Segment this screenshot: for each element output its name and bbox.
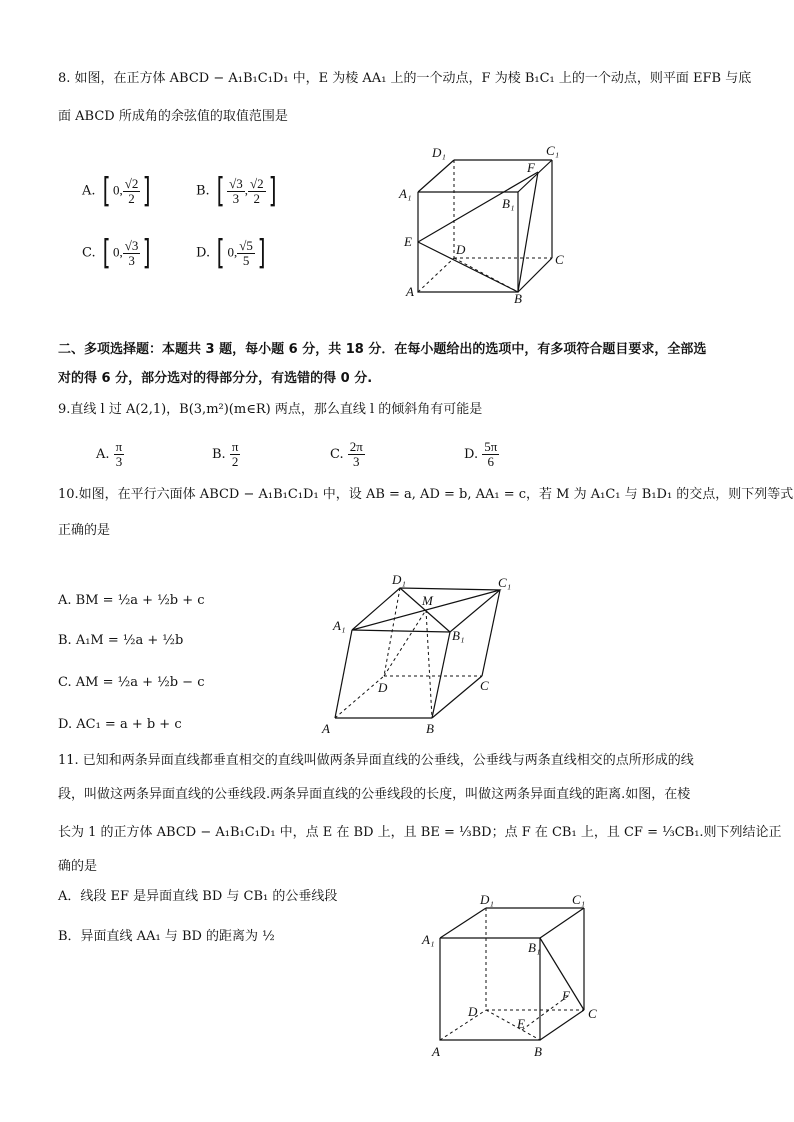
- q8-option-a: A. [ 0, $\frac{√2}{2}$ ]: [82, 171, 151, 211]
- q9-option-c: C. $\frac{2\pi}{3}$: [330, 439, 363, 469]
- q8-label-b1: B₁: [502, 196, 515, 211]
- section2-header-line1: 二、多项选择题：本题共 3 题，每小题 6 分，共 18 分．在每小题给出的选项中，有多项符合题目要求，全部选: [58, 342, 707, 357]
- q10-option-a: A. BM = ½a + ½b + c: [58, 593, 205, 608]
- q11-stem-line4: 确的是: [58, 859, 98, 874]
- q11-label-a: A: [432, 1044, 440, 1059]
- q11-label-b1: B₁: [528, 940, 541, 955]
- q10-label-d: D: [378, 680, 388, 695]
- q10-label-d1: D₁: [392, 572, 406, 587]
- q11-label-b: B: [534, 1044, 542, 1059]
- q10-stem-line1: 10.如图，在平行六面体 ABCD − A₁B₁C₁D₁ 中，设 AB = a, AD = b, AA₁ = c，若 M 为 A₁C₁ 与 B₁D₁ 的交点，则下列等式: [58, 487, 794, 502]
- q8-stem-line1: 8. 如图，在正方体 ABCD − A₁B₁C₁D₁ 中，E 为棱 AA₁ 上的一个动点，F 为棱 B₁C₁ 上的一个动点，则平面 EFB 与底: [58, 71, 752, 86]
- q11-option-b: B．异面直线 AA₁ 与 BD 的距离为 ½: [58, 929, 275, 944]
- q11-option-a: A．线段 EF 是异面直线 BD 与 CB₁ 的公垂线段: [58, 889, 338, 904]
- q10-label-b: B: [426, 721, 434, 736]
- q10-label-c: C: [480, 678, 489, 693]
- q8-label-c: C: [555, 252, 564, 267]
- q8-label-b: B: [514, 291, 522, 306]
- q8-option-b: B. [ $\frac{√3}{3}$ , $\frac{√2}{2}$ ]: [196, 171, 277, 211]
- q9-option-d: D. $\frac{5\pi}{6}$: [464, 439, 498, 469]
- q11-label-a1: A₁: [422, 932, 435, 947]
- q11-label-d1: D₁: [480, 892, 494, 907]
- q11-label-f: F: [562, 988, 570, 1003]
- q10-label-a: A: [322, 721, 330, 736]
- q8-label-e: E: [404, 234, 412, 249]
- q8-label-a: A: [406, 284, 414, 299]
- q10-label-c1: C₁: [498, 575, 512, 590]
- q11-label-d: D: [468, 1004, 478, 1019]
- q11-label-c: C: [588, 1006, 597, 1021]
- q11-stem-line1: 11. 已知和两条异面直线都垂直相交的直线叫做两条异面直线的公垂线，公垂线与两条直线相交的点所形成的线: [58, 753, 694, 768]
- q11-stem-line2: 段，叫做这两条异面直线的公垂线段.两条异面直线的公垂线段的长度，叫做这两条异面直线的距离.如图，在棱: [58, 787, 691, 802]
- q8-label-d: D: [456, 242, 466, 257]
- q8-label-f: F: [527, 160, 535, 175]
- q8-option-c: C. [ 0, $\frac{√3}{3}$ ]: [82, 233, 152, 273]
- q8-label-d1: D₁: [432, 145, 446, 160]
- q10-label-b1: B₁: [452, 628, 465, 643]
- q8-label-c1: C₁: [546, 143, 560, 158]
- q10-option-c: C. AM = ½a + ½b − c: [58, 675, 205, 690]
- q8-label-a1: A₁: [399, 186, 412, 201]
- q10-option-d: D. AC₁ = a + b + c: [58, 717, 182, 732]
- q10-stem-line2: 正确的是: [58, 523, 111, 538]
- q11-label-c1: C₁: [572, 892, 586, 907]
- q10-label-a1: A₁: [333, 618, 346, 633]
- q9-option-b: B. $\frac{\pi}{2}$: [212, 439, 239, 469]
- q9-option-a: A. $\frac{\pi}{3}$: [96, 439, 123, 469]
- q9-stem: 9.直线 l 过 A(2,1)，B(3,m²)(m∈R) 两点，那么直线 l 的倾斜角有可能是: [58, 402, 483, 417]
- q11-label-e: E: [517, 1016, 525, 1031]
- q10-label-m: M: [422, 593, 433, 608]
- q11-stem-line3: 长为 1 的正方体 ABCD − A₁B₁C₁D₁ 中，点 E 在 BD 上，且 BE = ⅓BD；点 F 在 CB₁ 上，且 CF = ⅓CB₁.则下列结论正: [58, 825, 782, 840]
- q8-option-d: D. [ 0, $\frac{√5}{5}$ ]: [196, 233, 266, 273]
- q8-stem-line2: 面 ABCD 所成角的余弦值的取值范围是: [58, 109, 288, 124]
- section2-header-line2: 对的得 6 分，部分选对的得部分分，有选错的得 0 分.: [58, 371, 373, 386]
- q10-option-b: B. A₁M = ½a + ½b: [58, 633, 184, 648]
